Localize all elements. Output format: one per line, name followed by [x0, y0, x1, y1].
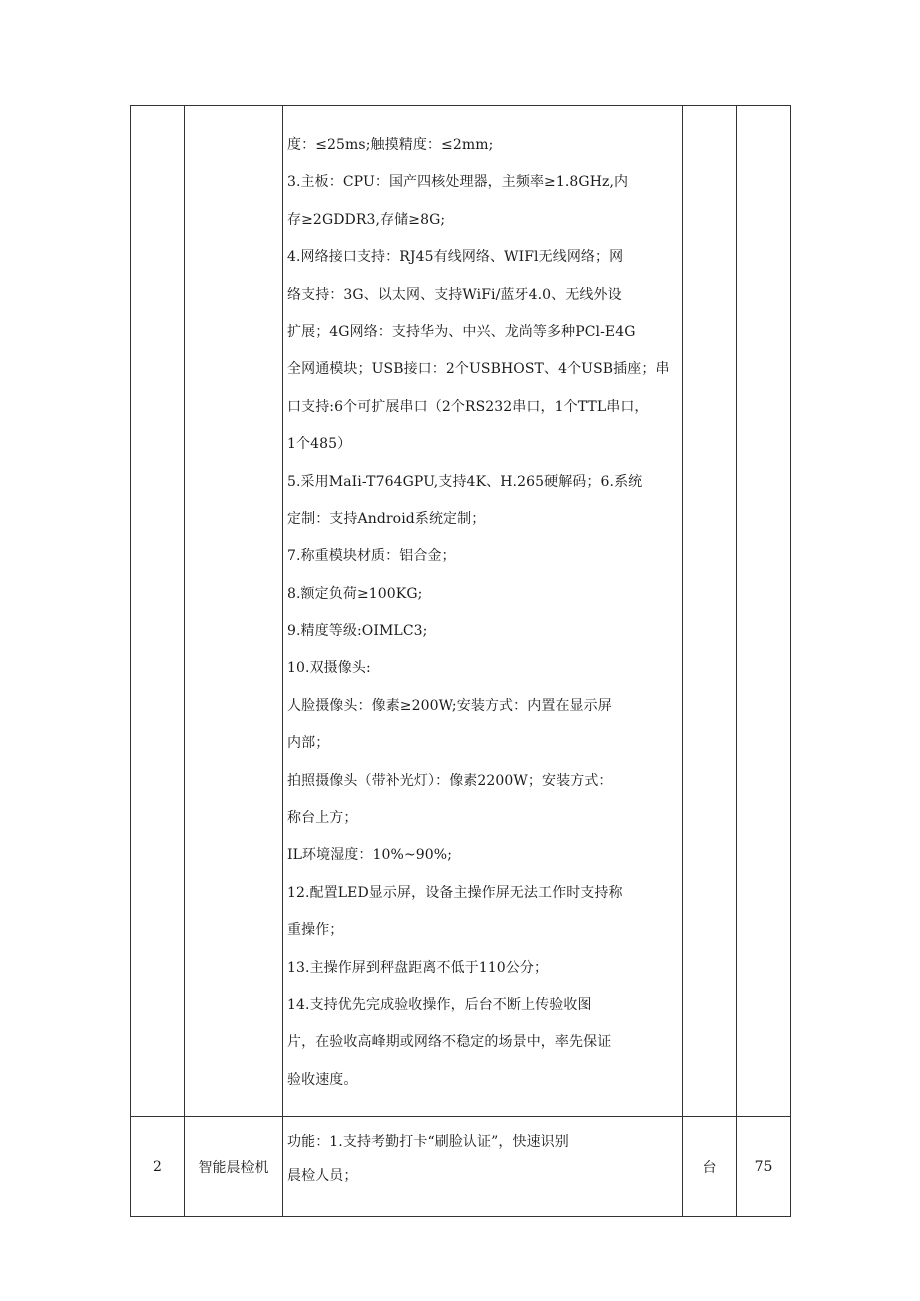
- description-line: 12.配置LED显示屏，设备主操作屏无法工作时支持称: [287, 884, 623, 901]
- description-line: IL环境湿度：10%~90%;: [287, 847, 453, 864]
- item-number-cell: [131, 106, 185, 1117]
- description-line: 内部；: [287, 735, 330, 752]
- item-quantity-cell: 75: [737, 1117, 791, 1217]
- description-line: 全网通模块；USB接口：2个USBHOST、4个USB插座；串: [287, 361, 670, 378]
- description-line: 重操作；: [287, 922, 344, 939]
- description-line: 称台上方；: [287, 810, 358, 827]
- spec-table: [130, 105, 791, 1217]
- description-line: 13.主操作屏到秤盘距离不低于110公分；: [287, 959, 549, 976]
- description-line: 口支持:6个可扩展串口（2个RS232串口，1个TTL串口，: [287, 398, 649, 415]
- item-name-cell: [185, 106, 283, 1117]
- description-line: 8.额定负荷≥100KG;: [287, 585, 423, 602]
- item-quantity-cell: [737, 106, 791, 1117]
- description-line: 拍照摄像头（带补光灯）：像素2200W；安装方式：: [287, 772, 613, 789]
- description-line: 7.称重模块材质：铝合金；: [287, 548, 456, 565]
- item-name-text: 智能晨检机: [198, 1159, 269, 1176]
- description-line: 10.双摄像头:: [287, 660, 371, 677]
- table-row: [131, 1117, 791, 1217]
- description-line: 存≥2GDDR3,存储≥8G;: [287, 211, 446, 228]
- description-line: 14.支持优先完成验收操作，后台不断上传验收图: [287, 996, 592, 1013]
- description-line: 人脸摄像头：像素≥200W;安装方式：内置在显示屏: [287, 697, 612, 714]
- description-line: 5.采用MaIi-T764GPU,支持4K、H.265硬解码；6.系统: [287, 473, 643, 490]
- description-line: 定制：支持Android系统定制；: [287, 510, 486, 527]
- description-line: 络支持：3G、以太网、支持WiFi/蓝牙4.0、无线外设: [287, 286, 622, 303]
- item-unit-cell: [683, 106, 737, 1117]
- description-line: 功能：1.支持考勤打卡“刷脸认证”，快速识别: [287, 1134, 569, 1151]
- item-name-cell: [185, 1117, 283, 1217]
- item-description-cell: [283, 106, 683, 1117]
- description-line: 9.精度等级:OIMLC3;: [287, 623, 428, 640]
- description-line: 3.主板：CPU：国产四核处理器，主频率≥1.8GHz,内: [287, 174, 629, 191]
- description-line: 片，在验收高峰期或网络不稳定的场景中，率先保证: [287, 1034, 612, 1051]
- description-line: 扩展；4G网络：支持华为、中兴、龙尚等多种PCl-E4G: [287, 323, 636, 340]
- item-description-cell: [283, 1117, 683, 1217]
- description-line: 1个485）: [287, 436, 352, 453]
- description-line: 晨检人员；: [287, 1168, 358, 1185]
- description-line: 验收速度。: [287, 1071, 358, 1088]
- item-unit-cell: 台: [683, 1117, 737, 1217]
- table-row: [131, 106, 791, 1117]
- item-number-cell: 2: [131, 1117, 185, 1217]
- description-line: 4.网络接口支持：RJ45有线网络、WIFl无线网络；网: [287, 249, 624, 266]
- description-line: 度：≤25ms;触摸精度：≤2mm;: [287, 137, 494, 153]
